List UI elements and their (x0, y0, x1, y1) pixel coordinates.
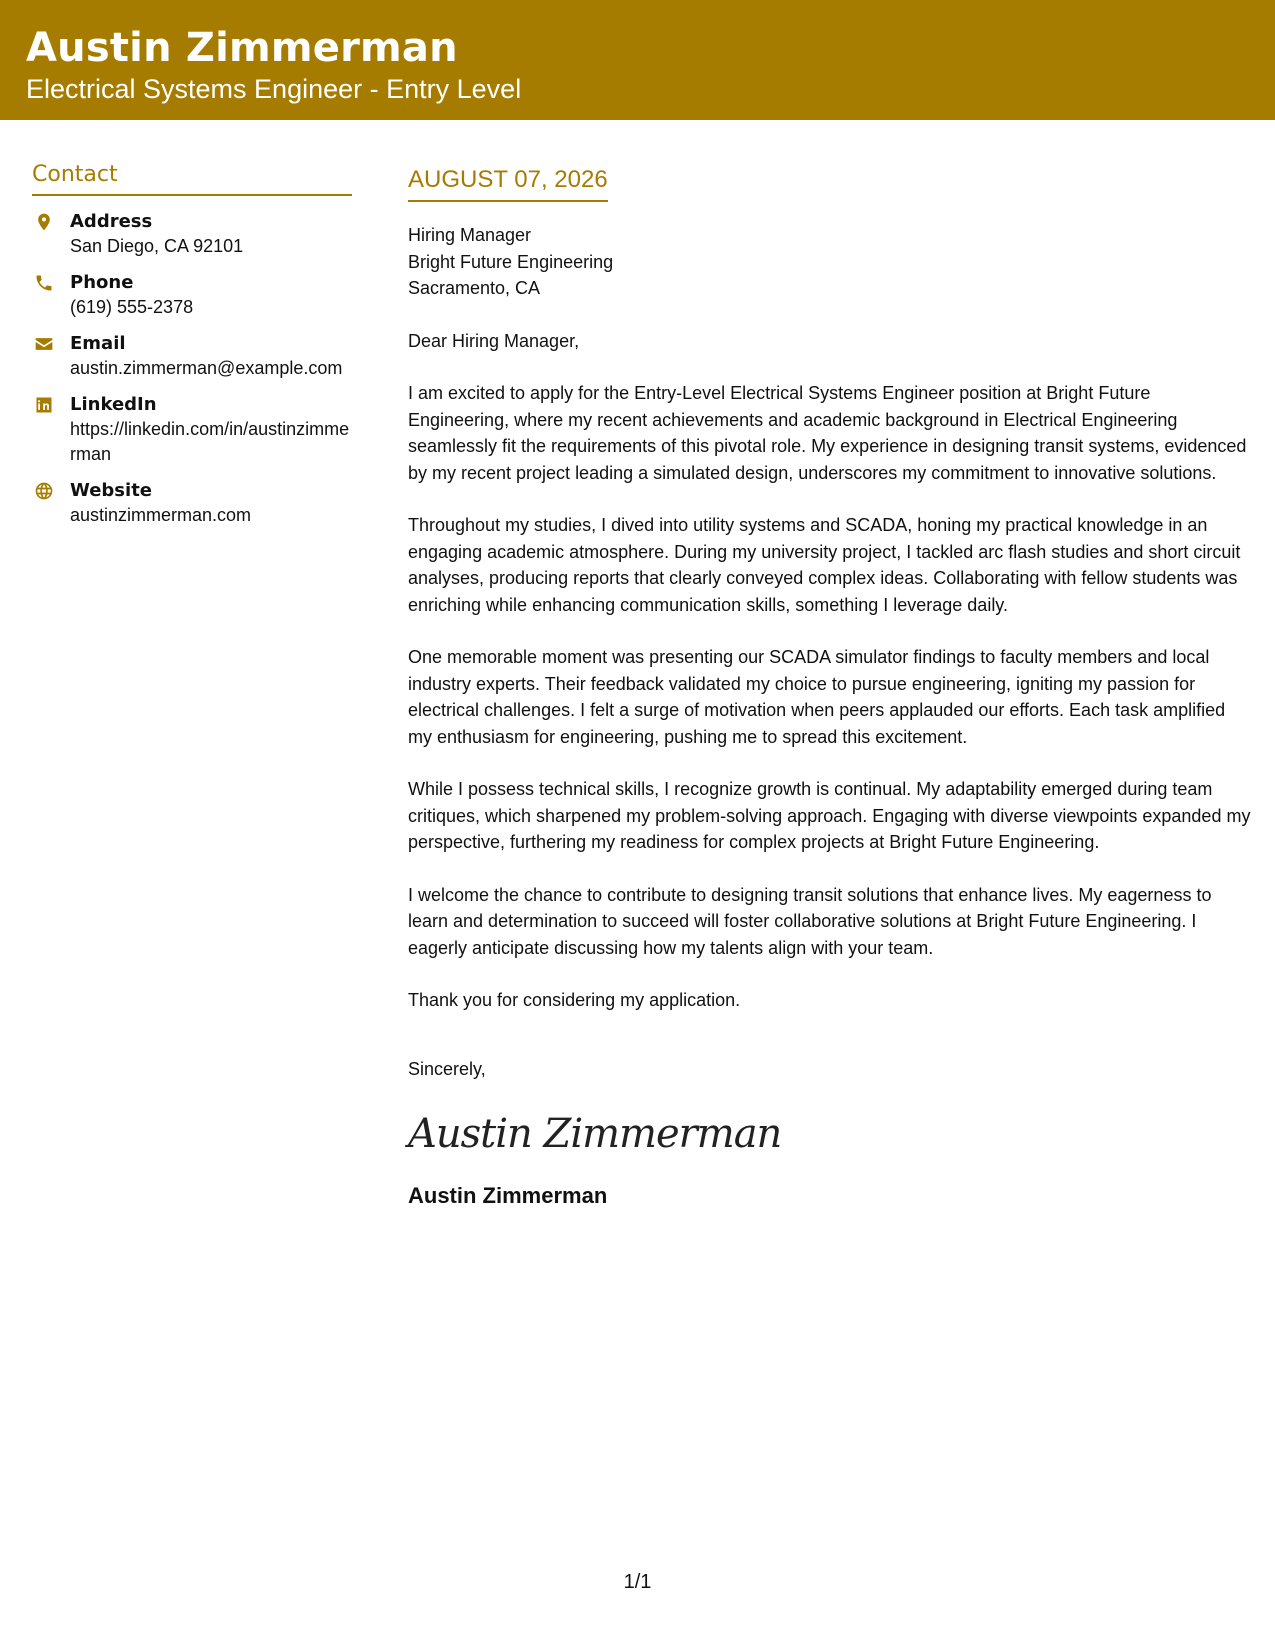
recipient-line: Bright Future Engineering (408, 251, 614, 272)
contact-label: Address (70, 211, 153, 232)
contact-item-address (32, 210, 352, 259)
job-title: Electrical Systems Engineer - Entry Level (26, 74, 522, 104)
applicant-name: Austin Zimmerman (26, 25, 458, 71)
letter-body (408, 164, 1253, 1210)
handwritten-signature: Austin Zimmerman (408, 1111, 782, 1157)
contact-item-linkedin (32, 393, 352, 467)
signed-name: Austin Zimmerman (408, 1183, 608, 1208)
contact-value: austinzimmerman.com (70, 505, 252, 525)
letter-paragraph: I welcome the chance to contribute to designing transit solutions that enhance lives. My eagerness to learn and determination to succeed will foster collaborative solutions at Bright Future Engineering. I eagerly anticipate discussing how my talents align with your team. (408, 884, 1212, 958)
letter-paragraph: While I possess technical skills, I recognize growth is continual. My adaptability emerged during team critiques, which sharpened my problem-solving approach. Engaging with diverse viewpoints expanded my perspective, furthering my readiness for complex projects at Bright Future Engineering. (408, 779, 1251, 852)
contact-label: Email (70, 333, 126, 354)
globe-icon (32, 479, 56, 503)
page-number: 1/1 (623, 1571, 652, 1593)
letter-date: AUGUST 07, 2026 (408, 164, 608, 202)
salutation: Dear Hiring Manager, (408, 330, 580, 351)
contact-label: LinkedIn (70, 394, 157, 415)
phone-icon (32, 271, 56, 295)
letter-paragraph: I am excited to apply for the Entry-Level Electrical Systems Engineer position at Bright Future Engineering, where my recent achievements and academic background in Electrical Engineering seamlessly fit the requirements of this pivotal role. My experience in designing transit systems, evidenced by my recent project leading a simulated design, underscores my commitment to innovative solutions. (408, 383, 1247, 483)
contact-item-phone (32, 271, 352, 320)
contact-label: Phone (70, 272, 134, 293)
letter-paragraph: Throughout my studies, I dived into utility systems and SCADA, honing my practical knowledge in an engaging academic atmosphere. During my university project, I tackled arc flash studies and short circuit analyses, producing reports that clearly conveyed complex ideas. Collaborating with fellow students was enriching while enhancing communication skills, something I leverage daily. (408, 515, 1241, 615)
linkedin-icon (32, 393, 56, 417)
closing: Sincerely, (408, 1058, 486, 1079)
recipient-line: Hiring Manager (408, 225, 532, 245)
contact-value: austin.zimmerman@example.com (70, 358, 343, 378)
contact-value: San Diego, CA 92101 (70, 236, 244, 256)
letter-paragraph: One memorable moment was presenting our SCADA simulator findings to faculty members and local industry experts. Their feedback validated my choice to pursue engineering, igniting my passion for electrical challenges. I felt a surge of motivation when peers applauded our efforts. Each task amplified my enthusiasm for engineering, pushing me to spread this excitement. (408, 647, 1226, 747)
contact-value: https://linkedin.com/in/austinzimmerman (70, 419, 350, 464)
contact-label: Website (70, 480, 153, 501)
letter-paragraph: Thank you for considering my application. (408, 990, 741, 1010)
map-pin-icon (32, 210, 56, 234)
contact-value: (619) 555-2378 (70, 297, 194, 317)
recipient-block (408, 222, 1253, 302)
recipient-line: Sacramento, CA (408, 278, 541, 298)
contact-sidebar (32, 160, 352, 540)
email-icon (32, 332, 56, 356)
header-banner (0, 0, 1275, 120)
contact-item-website (32, 479, 352, 528)
contact-heading: Contact (32, 160, 352, 196)
contact-item-email (32, 332, 352, 381)
